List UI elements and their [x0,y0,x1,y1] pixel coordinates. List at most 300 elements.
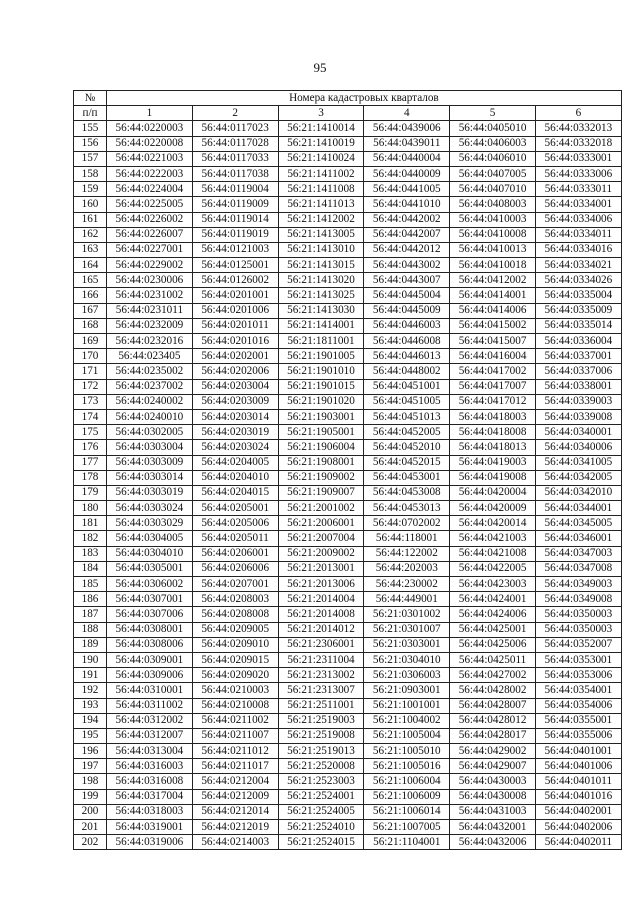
page-number: 95 [313,60,327,75]
row-number-cell: 200 [74,804,107,819]
cadastral-number-cell: 56:44:0316003 [107,759,193,774]
cadastral-number-cell: 56:21:1414001 [278,318,364,333]
cadastral-number-cell: 56:21:2524001 [278,789,364,804]
table-row [74,652,622,667]
cadastral-number-cell: 56:44:0334006 [535,212,621,227]
cadastral-number-cell: 56:21:0303001 [364,637,450,652]
column-number-row [74,106,622,121]
cadastral-number-cell: 56:21:1413005 [278,227,364,242]
cadastral-number-cell: 56:44:0308001 [107,622,193,637]
cadastral-number-cell: 56:21:2519013 [278,744,364,759]
cadastral-number-cell: 56:44:0208008 [192,607,278,622]
cadastral-number-cell: 56:44:0333001 [535,151,621,166]
cadastral-number-cell: 56:44:230002 [364,577,450,592]
cadastral-number-cell: 56:44:0407010 [450,182,536,197]
cadastral-number-cell: 56:21:0301002 [364,607,450,622]
row-number-cell: 183 [74,546,107,561]
cadastral-number-cell: 56:44:0332018 [535,136,621,151]
row-number-cell: 196 [74,744,107,759]
table-row [74,212,622,227]
row-number-cell: 185 [74,577,107,592]
header-group: Номера кадастровых кварталов [107,91,622,106]
row-number-cell: 190 [74,652,107,667]
cadastral-number-cell: 56:44:0319001 [107,820,193,835]
cadastral-number-cell: 56:21:2524010 [278,820,364,835]
cadastral-number-cell: 56:44:0220008 [107,136,193,151]
cadastral-number-cell: 56:44:0354001 [535,683,621,698]
cadastral-number-cell: 56:44:0441010 [364,197,450,212]
row-number-cell: 193 [74,698,107,713]
row-number-cell: 167 [74,303,107,318]
cadastral-number-cell: 56:44:0212009 [192,789,278,804]
row-number-cell: 155 [74,121,107,136]
row-number-cell: 161 [74,212,107,227]
cadastral-number-cell: 56:44:0417012 [450,394,536,409]
cadastral-number-cell: 56:21:1004002 [364,713,450,728]
table-row [74,546,622,561]
cadastral-number-cell: 56:44:0410008 [450,227,536,242]
row-number-cell: 191 [74,668,107,683]
cadastral-number-cell: 56:21:2306001 [278,637,364,652]
cadastral-number-cell: 56:44:0428002 [450,683,536,698]
cadastral-number-cell: 56:21:1005016 [364,759,450,774]
cadastral-number-cell: 56:21:1410019 [278,136,364,151]
row-number-cell: 156 [74,136,107,151]
cadastral-number-cell: 56:44:0232016 [107,334,193,349]
cadastral-number-cell: 56:44:0203024 [192,440,278,455]
cadastral-number-cell: 56:44:0453008 [364,485,450,500]
cadastral-number-cell: 56:44:0232009 [107,318,193,333]
cadastral-number-cell: 56:21:1903001 [278,409,364,424]
cadastral-number-cell: 56:44:0453001 [364,470,450,485]
cadastral-number-cell: 56:21:2519008 [278,728,364,743]
header-num-top: № [74,91,107,106]
cadastral-number-cell: 56:44:0340001 [535,425,621,440]
cadastral-number-cell: 56:44:023405 [107,349,193,364]
cadastral-number-cell: 56:44:0350003 [535,622,621,637]
row-number-cell: 163 [74,242,107,257]
cadastral-number-cell: 56:21:2009002 [278,546,364,561]
cadastral-number-cell: 56:44:0204010 [192,470,278,485]
cadastral-number-cell: 56:44:0309006 [107,668,193,683]
cadastral-number-cell: 56:44:0340006 [535,440,621,455]
cadastral-number-cell: 56:44:0202006 [192,364,278,379]
row-number-cell: 179 [74,485,107,500]
cadastral-number-cell: 56:44:0401006 [535,759,621,774]
cadastral-number-cell: 56:44:0337001 [535,349,621,364]
cadastral-number-cell: 56:21:1413015 [278,258,364,273]
row-number-cell: 169 [74,334,107,349]
cadastral-number-cell: 56:44:0311002 [107,698,193,713]
row-number-cell: 177 [74,455,107,470]
cadastral-number-cell: 56:21:1410014 [278,121,364,136]
cadastral-number-cell: 56:44:0227001 [107,242,193,257]
cadastral-number-cell: 56:21:1908001 [278,455,364,470]
cadastral-number-cell: 56:44:0339003 [535,394,621,409]
cadastral-number-cell: 56:44:0418008 [450,425,536,440]
cadastral-number-cell: 56:44:0201011 [192,318,278,333]
cadastral-number-cell: 56:21:2014004 [278,592,364,607]
cadastral-number-cell: 56:21:0301007 [364,622,450,637]
row-number-cell: 164 [74,258,107,273]
cadastral-number-cell: 56:44:0349003 [535,577,621,592]
cadastral-number-cell: 56:44:0334026 [535,273,621,288]
cadastral-number-cell: 56:44:0401011 [535,774,621,789]
cadastral-number-cell: 56:44:0335004 [535,288,621,303]
cadastral-number-cell: 56:44:0418013 [450,440,536,455]
table-row [74,318,622,333]
cadastral-number-cell: 56:44:0303024 [107,501,193,516]
cadastral-number-cell: 56:44:0402001 [535,804,621,819]
cadastral-number-cell: 56:44:0334016 [535,242,621,257]
cadastral-number-cell: 56:21:1901020 [278,394,364,409]
cadastral-number-cell: 56:44:0345005 [535,516,621,531]
cadastral-number-cell: 56:44:0415007 [450,334,536,349]
cadastral-number-cell: 56:44:0307006 [107,607,193,622]
cadastral-number-cell: 56:44:0702002 [364,516,450,531]
cadastral-number-cell: 56:44:0428017 [450,728,536,743]
cadastral-number-cell: 56:44:0443002 [364,258,450,273]
table-row [74,151,622,166]
cadastral-number-cell: 56:44:0354006 [535,698,621,713]
row-number-cell: 165 [74,273,107,288]
column-number: 4 [364,106,450,121]
cadastral-number-cell: 56:44:0406010 [450,151,536,166]
cadastral-number-cell: 56:21:1413030 [278,303,364,318]
cadastral-number-cell: 56:44:0419003 [450,455,536,470]
cadastral-number-cell: 56:21:1104001 [364,835,450,850]
cadastral-number-cell: 56:21:1909002 [278,470,364,485]
cadastral-number-cell: 56:44:0451013 [364,409,450,424]
table-row [74,531,622,546]
cadastral-number-cell: 56:44:0211007 [192,728,278,743]
table-body [74,121,622,850]
table-row [74,258,622,273]
cadastral-number-cell: 56:44:0428012 [450,713,536,728]
cadastral-number-cell: 56:44:0303029 [107,516,193,531]
cadastral-number-cell: 56:44:0209005 [192,622,278,637]
cadastral-number-cell: 56:44:0205001 [192,501,278,516]
cadastral-number-cell: 56:44:0119014 [192,212,278,227]
cadastral-number-cell: 56:44:0203019 [192,425,278,440]
cadastral-number-cell: 56:44:0201006 [192,303,278,318]
header-num-bottom: п/п [74,106,107,121]
cadastral-number-cell: 56:44:0410013 [450,242,536,257]
cadastral-number-cell: 56:44:0305001 [107,561,193,576]
row-number-cell: 192 [74,683,107,698]
cadastral-number-cell: 56:44:0423003 [450,577,536,592]
row-number-cell: 189 [74,637,107,652]
cadastral-number-cell: 56:44:0312002 [107,713,193,728]
cadastral-number-cell: 56:44:0202001 [192,349,278,364]
cadastral-number-cell: 56:44:0341005 [535,455,621,470]
cadastral-number-cell: 56:44:0117038 [192,166,278,181]
cadastral-number-cell: 56:21:2013001 [278,561,364,576]
cadastral-number-cell: 56:21:1901015 [278,379,364,394]
cadastral-number-cell: 56:21:2007004 [278,531,364,546]
cadastral-number-cell: 56:44:0307001 [107,592,193,607]
table-row [74,622,622,637]
cadastral-number-cell: 56:44:0410018 [450,258,536,273]
cadastral-number-cell: 56:44:0442012 [364,242,450,257]
table-row [74,577,622,592]
cadastral-number-cell: 56:44:0442007 [364,227,450,242]
cadastral-number-cell: 56:44:0318003 [107,804,193,819]
row-number-cell: 160 [74,197,107,212]
cadastral-number-cell: 56:21:1006004 [364,774,450,789]
cadastral-number-cell: 56:44:0412002 [450,273,536,288]
cadastral-number-cell: 56:44:449001 [364,592,450,607]
cadastral-number-cell: 56:44:0212014 [192,804,278,819]
cadastral-number-cell: 56:21:2313007 [278,683,364,698]
cadastral-number-cell: 56:21:0304010 [364,652,450,667]
cadastral-number-cell: 56:44:0201016 [192,334,278,349]
cadastral-number-cell: 56:21:2511001 [278,698,364,713]
cadastral-number-cell: 56:44:0420014 [450,516,536,531]
row-number-cell: 158 [74,166,107,181]
cadastral-number-cell: 56:44:0117028 [192,136,278,151]
cadastral-number-cell: 56:44:0344001 [535,501,621,516]
cadastral-number-cell: 56:21:1411013 [278,197,364,212]
cadastral-number-cell: 56:44:0214003 [192,835,278,850]
cadastral-number-cell: 56:44:0446003 [364,318,450,333]
table-row [74,728,622,743]
cadastral-number-cell: 56:44:202003 [364,561,450,576]
cadastral-number-cell: 56:44:0355001 [535,713,621,728]
cadastral-number-cell: 56:21:1007005 [364,820,450,835]
cadastral-number-cell: 56:44:0420004 [450,485,536,500]
cadastral-number-cell: 56:44:0425011 [450,652,536,667]
row-number-cell: 181 [74,516,107,531]
cadastral-number-cell: 56:44:0414006 [450,303,536,318]
cadastral-number-cell: 56:44:0439011 [364,136,450,151]
cadastral-number-cell: 56:21:2519003 [278,713,364,728]
cadastral-number-cell: 56:44:0338001 [535,379,621,394]
cadastral-number-cell: 56:44:0342005 [535,470,621,485]
cadastral-number-cell: 56:44:0452015 [364,455,450,470]
cadastral-number-cell: 56:44:0427002 [450,668,536,683]
table-row [74,197,622,212]
cadastral-number-cell: 56:44:0212004 [192,774,278,789]
cadastral-number-cell: 56:44:0414001 [450,288,536,303]
cadastral-number-cell: 56:44:0408003 [450,197,536,212]
cadastral-number-cell: 56:44:0240002 [107,394,193,409]
row-number-cell: 187 [74,607,107,622]
cadastral-number-cell: 56:44:0221003 [107,151,193,166]
row-number-cell: 162 [74,227,107,242]
cadastral-number-cell: 56:21:2524005 [278,804,364,819]
cadastral-number-cell: 56:44:0401016 [535,789,621,804]
cadastral-number-cell: 56:44:0303004 [107,440,193,455]
cadastral-number-cell: 56:44:0425006 [450,637,536,652]
cadastral-number-cell: 56:44:0335009 [535,303,621,318]
row-number-cell: 173 [74,394,107,409]
cadastral-number-cell: 56:44:0235002 [107,364,193,379]
cadastral-number-cell: 56:44:0319006 [107,835,193,850]
table-row [74,121,622,136]
cadastral-number-cell: 56:44:0224004 [107,182,193,197]
table-row [74,592,622,607]
cadastral-number-cell: 56:44:0209015 [192,652,278,667]
cadastral-number-cell: 56:44:0424001 [450,592,536,607]
table-row [74,364,622,379]
cadastral-number-cell: 56:44:0204015 [192,485,278,500]
table-row [74,470,622,485]
cadastral-number-cell: 56:44:0333011 [535,182,621,197]
cadastral-number-cell: 56:44:0346001 [535,531,621,546]
cadastral-number-cell: 56:44:0442002 [364,212,450,227]
cadastral-number-cell: 56:21:0903001 [364,683,450,698]
cadastral-number-cell: 56:44:0401001 [535,744,621,759]
cadastral-number-cell: 56:44:0440004 [364,151,450,166]
cadastral-number-cell: 56:44:0432001 [450,820,536,835]
cadastral-number-cell: 56:44:0428007 [450,698,536,713]
cadastral-number-cell: 56:44:0353001 [535,652,621,667]
table-row [74,166,622,181]
cadastral-number-cell: 56:44:0119004 [192,182,278,197]
cadastral-number-cell: 56:21:1411002 [278,166,364,181]
cadastral-number-cell: 56:21:2013006 [278,577,364,592]
cadastral-number-cell: 56:44:0201001 [192,288,278,303]
column-number: 2 [192,106,278,121]
row-number-cell: 194 [74,713,107,728]
cadastral-number-cell: 56:44:0406003 [450,136,536,151]
cadastral-number-cell: 56:44:0415002 [450,318,536,333]
cadastral-number-cell: 56:44:0417002 [450,364,536,379]
cadastral-number-cell: 56:21:1410024 [278,151,364,166]
cadastral-number-cell: 56:44:0443007 [364,273,450,288]
cadastral-number-cell: 56:44:122002 [364,546,450,561]
cadastral-number-cell: 56:44:0203014 [192,409,278,424]
cadastral-number-cell: 56:44:0349008 [535,592,621,607]
cadastral-number-cell: 56:44:0422005 [450,561,536,576]
cadastral-number-cell: 56:44:0220003 [107,121,193,136]
cadastral-number-cell: 56:21:0306003 [364,668,450,683]
cadastral-number-cell: 56:44:0431003 [450,804,536,819]
cadastral-number-cell: 56:44:0204005 [192,455,278,470]
cadastral-number-cell: 56:21:1006009 [364,789,450,804]
cadastral-number-cell: 56:44:0203004 [192,379,278,394]
row-number-cell: 170 [74,349,107,364]
row-number-cell: 172 [74,379,107,394]
cadastral-number-cell: 56:44:0117033 [192,151,278,166]
cadastral-number-cell: 56:44:0446008 [364,334,450,349]
cadastral-number-cell: 56:21:1005004 [364,728,450,743]
cadastral-number-cell: 56:44:0333006 [535,166,621,181]
cadastral-quarters-table [73,90,622,850]
cadastral-number-cell: 56:44:0445004 [364,288,450,303]
cadastral-number-cell: 56:21:1413020 [278,273,364,288]
cadastral-number-cell: 56:44:0334021 [535,258,621,273]
cadastral-number-cell: 56:44:0304005 [107,531,193,546]
cadastral-number-cell: 56:21:2001002 [278,501,364,516]
table-row [74,409,622,424]
table-row [74,379,622,394]
cadastral-number-cell: 56:44:0303014 [107,470,193,485]
cadastral-number-cell: 56:44:0208003 [192,592,278,607]
cadastral-number-cell: 56:44:0310001 [107,683,193,698]
cadastral-number-cell: 56:44:0405010 [450,121,536,136]
cadastral-number-cell: 56:44:0119009 [192,197,278,212]
cadastral-number-cell: 56:44:0424006 [450,607,536,622]
row-number-cell: 201 [74,820,107,835]
table-row [74,288,622,303]
cadastral-number-cell: 56:44:0240010 [107,409,193,424]
row-number-cell: 166 [74,288,107,303]
cadastral-number-cell: 56:44:0425001 [450,622,536,637]
table-row [74,759,622,774]
cadastral-number-cell: 56:44:0402011 [535,835,621,850]
cadastral-number-cell: 56:44:0126002 [192,273,278,288]
table-row [74,607,622,622]
row-number-cell: 184 [74,561,107,576]
cadastral-number-cell: 56:44:0336004 [535,334,621,349]
table-row [74,425,622,440]
column-number: 3 [278,106,364,121]
row-number-cell: 176 [74,440,107,455]
row-number-cell: 202 [74,835,107,850]
cadastral-number-cell: 56:44:0453013 [364,501,450,516]
row-number-cell: 197 [74,759,107,774]
row-number-cell: 188 [74,622,107,637]
cadastral-number-cell: 56:44:0335014 [535,318,621,333]
table-row [74,349,622,364]
cadastral-number-cell: 56:21:2524015 [278,835,364,850]
column-number: 6 [535,106,621,121]
table-row [74,485,622,500]
cadastral-number-cell: 56:21:2014008 [278,607,364,622]
table-row [74,227,622,242]
cadastral-number-cell: 56:21:2006001 [278,516,364,531]
cadastral-number-cell: 56:44:0332013 [535,121,621,136]
cadastral-number-cell: 56:44:0421008 [450,546,536,561]
table-row [74,713,622,728]
cadastral-number-cell: 56:21:1413025 [278,288,364,303]
cadastral-number-cell: 56:44:0317004 [107,789,193,804]
cadastral-number-cell: 56:44:0226002 [107,212,193,227]
cadastral-number-cell: 56:44:0448002 [364,364,450,379]
row-number-cell: 178 [74,470,107,485]
row-number-cell: 175 [74,425,107,440]
table-row [74,136,622,151]
cadastral-number-cell: 56:44:0303019 [107,485,193,500]
cadastral-number-cell: 56:44:0231011 [107,303,193,318]
cadastral-number-cell: 56:44:0211017 [192,759,278,774]
cadastral-number-cell: 56:44:0312007 [107,728,193,743]
cadastral-number-cell: 56:21:1909007 [278,485,364,500]
cadastral-number-cell: 56:44:0207001 [192,577,278,592]
cadastral-number-cell: 56:44:0432006 [450,835,536,850]
cadastral-number-cell: 56:44:0420009 [450,501,536,516]
row-number-cell: 157 [74,151,107,166]
row-number-cell: 180 [74,501,107,516]
cadastral-number-cell: 56:21:1001001 [364,698,450,713]
cadastral-number-cell: 56:44:0446013 [364,349,450,364]
row-number-cell: 174 [74,409,107,424]
cadastral-number-cell: 56:44:0237002 [107,379,193,394]
cadastral-number-cell: 56:44:0209010 [192,637,278,652]
cadastral-number-cell: 56:44:0429007 [450,759,536,774]
cadastral-number-cell: 56:21:1905001 [278,425,364,440]
cadastral-number-cell: 56:44:0352007 [535,637,621,652]
table-row [74,774,622,789]
row-number-cell: 195 [74,728,107,743]
cadastral-number-cell: 56:44:0303009 [107,455,193,470]
cadastral-number-cell: 56:44:0430003 [450,774,536,789]
cadastral-number-cell: 56:44:0334001 [535,197,621,212]
cadastral-number-cell: 56:44:0309001 [107,652,193,667]
table-row [74,516,622,531]
